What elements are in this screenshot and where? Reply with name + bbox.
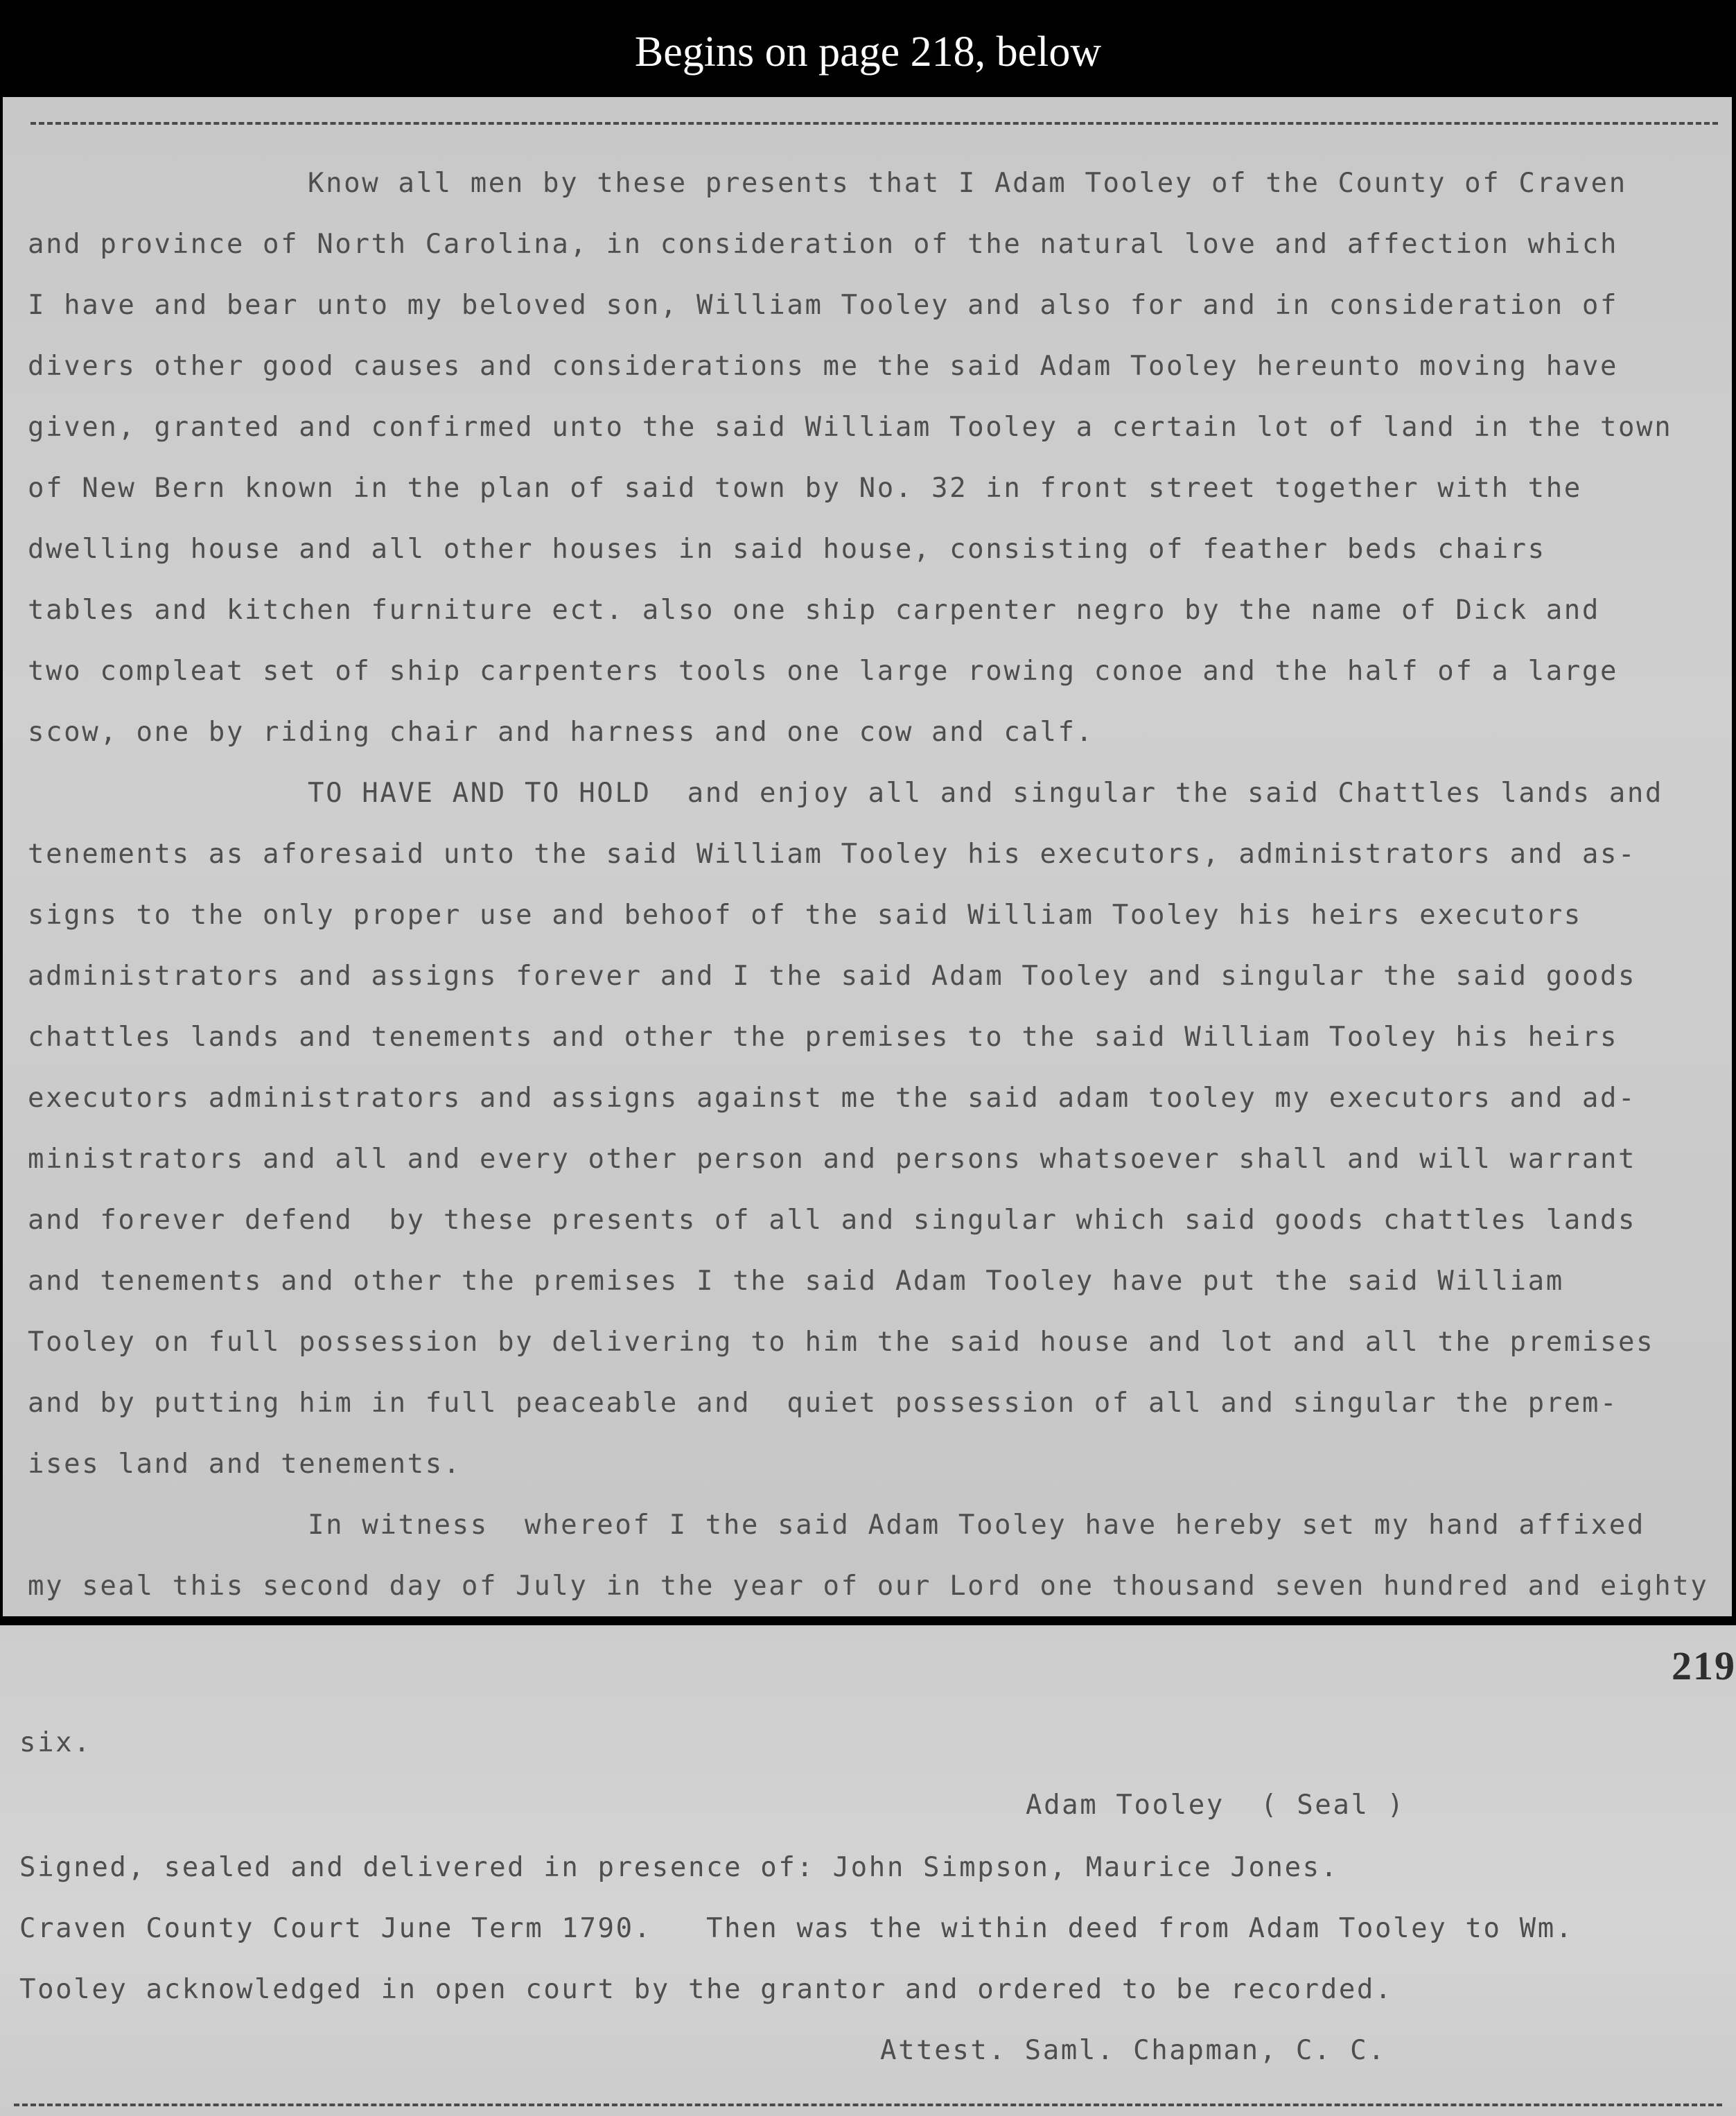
deed-line: tables and kitchen furniture ect. also one ship carpenter negro by the name of Dick and (28, 595, 1600, 626)
deed-line: two compleat set of ship carpenters tools one large rowing conoe and the half of a large (28, 656, 1619, 687)
document-scan-page-218 (3, 97, 1732, 1616)
page-banner: Begins on page 218, below (0, 0, 1736, 97)
deed-line: dwelling house and all other houses in said house, consisting of feather beds chairs (28, 534, 1546, 565)
deed-line: and forever defend by these presents of all and singular which said goods chattles lands (28, 1205, 1637, 1236)
deed-line: my seal this second day of July in the year of our Lord one thousand seven hundred and eighty (28, 1571, 1709, 1602)
deed-line: divers other good causes and considerations me the said Adam Tooley hereunto moving have (28, 351, 1619, 382)
deed-line: six. (19, 1727, 92, 1758)
deed-line: and tenements and other the premises I the said Adam Tooley have put the said William (28, 1266, 1564, 1297)
deed-line: ministrators and all and every other person and persons whatsoever shall and will warrant (28, 1144, 1637, 1175)
deed-line: chattles lands and tenements and other the premises to the said William Tooley his heirs (28, 1022, 1619, 1053)
deed-line: and by putting him in full peaceable and quiet possession of all and singular the prem- (28, 1388, 1619, 1419)
deed-line: tenements as aforesaid unto the said William Tooley his executors, administrators and as- (28, 839, 1637, 870)
deed-line: and province of North Carolina, in consideration of the natural love and affection which (28, 229, 1619, 260)
dashed-rule (30, 122, 1718, 125)
deed-line: Tooley acknowledged in open court by the grantor and ordered to be recorded. (19, 1974, 1394, 2005)
deed-line: ises land and tenements. (28, 1449, 462, 1480)
deed-line: given, granted and confirmed unto the said William Tooley a certain lot of land in the town (28, 412, 1673, 443)
page-number: 219 (1672, 1643, 1736, 1688)
deed-line: I have and bear unto my beloved son, William Tooley and also for and in consideration of (28, 290, 1619, 321)
document-scan-page-219 (0, 1625, 1736, 2116)
deed-line: Signed, sealed and delivered in presence of: John Simpson, Maurice Jones. (19, 1852, 1339, 1883)
deed-line: executors administrators and assigns against me the said adam tooley my executors and ad- (28, 1083, 1637, 1114)
attest-line: Attest. Saml. Chapman, C. C. (880, 2035, 1387, 2066)
dashed-rule (14, 2104, 1722, 2106)
deed-line: of New Bern known in the plan of said town by No. 32 in front street together with the (28, 473, 1582, 504)
deed-line: Know all men by these presents that I Adam Tooley of the County of Craven (308, 168, 1627, 199)
deed-line: In witness whereof I the said Adam Tooley have hereby set my hand affixed (308, 1510, 1645, 1541)
deed-line: TO HAVE AND TO HOLD and enjoy all and singular the said Chattles lands and (308, 778, 1663, 809)
deed-line: scow, one by riding chair and harness and one cow and calf. (28, 717, 1094, 748)
deed-line: Craven County Court June Term 1790. Then was the within deed from Adam Tooley to Wm. (19, 1913, 1574, 1944)
deed-line: signs to the only proper use and behoof of the said William Tooley his heirs executors (28, 900, 1582, 931)
signature-line: Adam Tooley ( Seal ) (1026, 1790, 1405, 1821)
deed-line: administrators and assigns forever and I the said Adam Tooley and singular the said goods (28, 961, 1637, 992)
deed-line: Tooley on full possession by delivering to him the said house and lot and all the premises (28, 1327, 1655, 1358)
